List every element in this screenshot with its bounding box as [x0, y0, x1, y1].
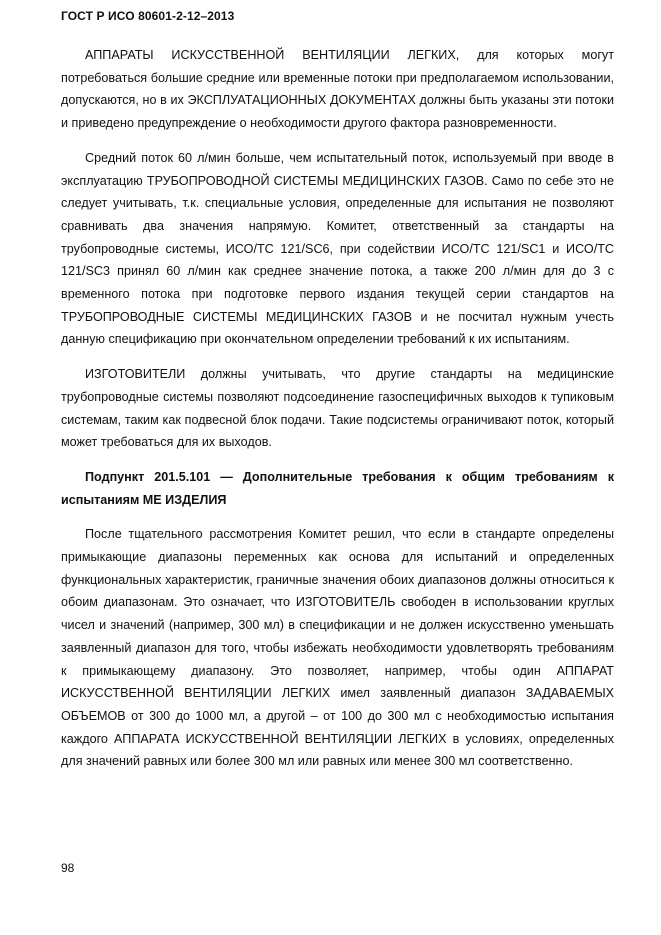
paragraph-average-flow: Средний поток 60 л/мин больше, чем испытательный поток, используемый при вводе в эксплуатацию ТРУБОПРОВОДНОЙ СИСТЕМЫ МЕДИЦИНСКИХ ГАЗОВ. Само по себе это не следует учитывать, т.к. специальные условия, определенные для испытания не позволяют сравнивать два значения напрямую. Комитет, ответственный за стандарты на трубопроводные системы, ИСО/ТС 121/SC6, при содействии ИСО/ТС 121/SC1 и ИСО/ТС 121/SC3 принял 60 л/мин как среднее значение потока, а также 200 л/мин для до 3 с временного потока при подготовке первого издания текущей серии стандартов на ТРУБОПРОВОДНЫЕ СИСТЕМЫ МЕДИЦИНСКИХ ГАЗОВ и не посчитал нужным учесть данную спецификацию при окончательном определении требований к их испытаниям. [61, 150, 614, 347]
paragraph-ventilator-flows: АППАРАТЫ ИСКУССТВЕННОЙ ВЕНТИЛЯЦИИ ЛЕГКИХ, для которых могут потребоваться большие средние или временные потоки при предполагаемом использовании, допускаются, но в их ЭКСПЛУАТАЦИОННЫХ ДОКУМЕНТАХ должны быть указаны эти потоки и приведено предупреждение о необходимости другого фактора разновременности. [61, 48, 614, 131]
subclause-heading: Подпункт 201.5.101 — Дополнительные требования к общим требованиям к испытаниям МЕ ИЗДЕЛИЯ [61, 469, 614, 507]
document-header: ГОСТ Р ИСО 80601-2-12–2013 [61, 9, 235, 23]
document-body [61, 44, 614, 773]
paragraph-manufacturers: ИЗГОТОВИТЕЛИ должны учитывать, что другие стандарты на медицинские трубопроводные системы позволяют подсоединение газоспецифичных выходов к тупиковым системам, таким как подвесной блок подачи. Такие подсистемы ограничивают поток, который может требоваться для их выходов. [61, 367, 614, 450]
page-number: 98 [61, 861, 75, 875]
paragraph-adjacent-ranges: После тщательного рассмотрения Комитет решил, что если в стандарте определены примыкающие диапазоны переменных как основа для испытаний и определенных функциональных характеристик, граничные значения обоих диапазонов должны относиться к обоим диапазонам. Это означает, что ИЗГОТОВИТЕЛЬ свободен в использовании круглых чисел и значений (например, 300 мл) в спецификации и не должен искусственно уменьшать заявленный диапазон для того, чтобы избежать необходимости удовлетворять требованиям к примыкающему диапазону. Это позволяет, например, чтобы один АППАРАТ ИСКУССТВЕННОЙ ВЕНТИЛЯЦИИ ЛЕГКИХ имел заявленный диапазон ЗАДАВАЕМЫХ ОБЪЕМОВ от 300 до 1000 мл, а другой – от 100 до 300 мл с необходимостью испытания каждого АППАРАТА ИСКУССТВЕННОЙ ВЕНТИЛЯЦИИ ЛЕГКИХ в условиях, определенных для значений равных или более 300 мл или равных или менее 300 мл соответственно. [61, 527, 614, 769]
